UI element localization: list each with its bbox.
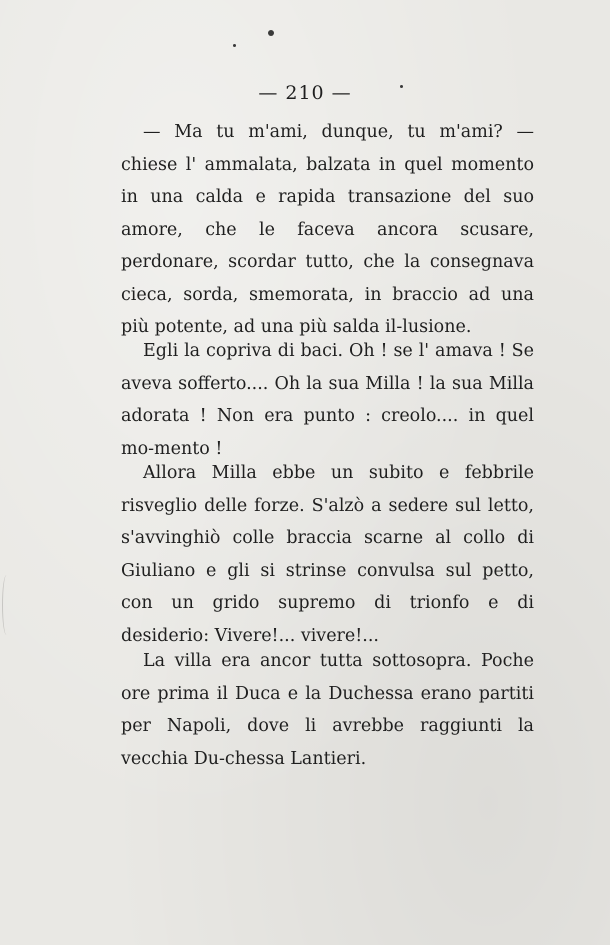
paragraph-text: Egli la copriva di baci. Oh ! se l' amava ! Se aveva sofferto.... Oh la sua Milla ! la sua Milla adorata ! Non era punto : creolo.... in quel mo-mento ! <box>121 341 534 459</box>
paragraph-2 <box>121 335 534 465</box>
margin-mark <box>2 575 11 635</box>
paragraph-text: — Ma tu m'ami, dunque, tu m'ami? — chiese l' ammalata, balzata in quel momento in una calda e rapida transazione del suo amore, che le faceva ancora scusare, perdonare, scordar tutto, che la consegnava cieca, sorda, smemorata, in braccio ad una più potente, ad una più salda il-lusione. <box>121 122 534 337</box>
ink-speck <box>233 44 236 47</box>
paragraph-4 <box>121 645 534 775</box>
paragraph-1 <box>121 116 534 344</box>
paragraph-text: La villa era ancor tutta sottosopra. Poche ore prima il Duca e la Duchessa erano partiti per Napoli, dove li avrebbe raggiunti la vecchia Du-chessa Lantieri. <box>121 651 534 769</box>
page-number: — 210 — <box>258 82 352 104</box>
paragraph-text: Allora Milla ebbe un subito e febbrile risveglio delle forze. S'alzò a sedere sul letto, s'avvinghiò colle braccia scarne al collo di Giuliano e gli si strinse convulsa sul petto, con un grido supremo di trionfo e di desiderio: Vivere!... vivere!... <box>121 463 534 646</box>
ink-speck <box>268 30 274 36</box>
paragraph-3 <box>121 457 534 652</box>
